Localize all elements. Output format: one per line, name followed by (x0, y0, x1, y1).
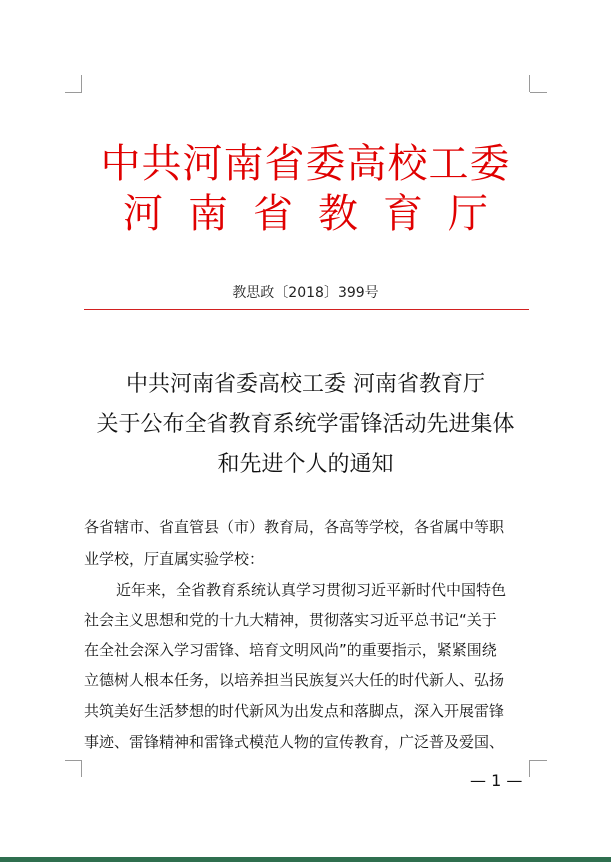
document-number: 教思政〔2018〕399号 (232, 285, 379, 301)
notice-title-line-3: 和先进个人的通知 (217, 452, 394, 477)
body-line-paragraph-4: 立德树人根本任务，以培养担当民族复兴大任的时代新人、弘扬 (84, 671, 505, 689)
red-separator-rule (84, 309, 529, 310)
crop-mark-top-left-horizontal (65, 92, 82, 93)
body-line-addressee-2: 业学校，厅直属实验学校： (84, 550, 265, 568)
body-line-paragraph-2: 社会主义思想和党的十九大精神，贯彻落实习近平总书记“关于 (84, 611, 497, 629)
issuing-department-title: 河南省教育厅 (123, 191, 513, 237)
crop-mark-top-left-vertical (81, 75, 82, 92)
body-line-addressee-1: 各省辖市、省直管县（市）教育局，各高等学校，各省属中等职 (84, 518, 505, 536)
page-number: — 1 — (470, 771, 523, 790)
crop-mark-bottom-left-horizontal (65, 760, 82, 761)
issuing-committee-title: 中共河南省委高校工委 (100, 141, 511, 187)
body-line-paragraph-3: 在全社会深入学习雷锋、培育文明风尚”的重要指示，紧紧围绕 (84, 641, 497, 659)
crop-mark-top-right-horizontal (530, 92, 547, 93)
crop-mark-bottom-left-vertical (81, 760, 82, 777)
body-line-paragraph-6: 事迹、雷锋精神和雷锋式模范人物的宣传教育，广泛普及爱国、 (84, 733, 505, 751)
window-bottom-bar (0, 857, 611, 862)
body-line-paragraph-5: 共筑美好生活梦想的时代新风为出发点和落脚点，深入开展雷锋 (84, 702, 505, 720)
crop-mark-bottom-right-horizontal (530, 760, 547, 761)
crop-mark-top-right-vertical (529, 75, 530, 92)
notice-title-line-1: 中共河南省委高校工委 河南省教育厅 (126, 372, 485, 397)
body-line-paragraph-1: 近年来，全省教育系统认真学习贯彻习近平新时代中国特色 (116, 581, 507, 599)
notice-title-line-2: 关于公布全省教育系统学雷锋活动先进集体 (96, 412, 515, 437)
